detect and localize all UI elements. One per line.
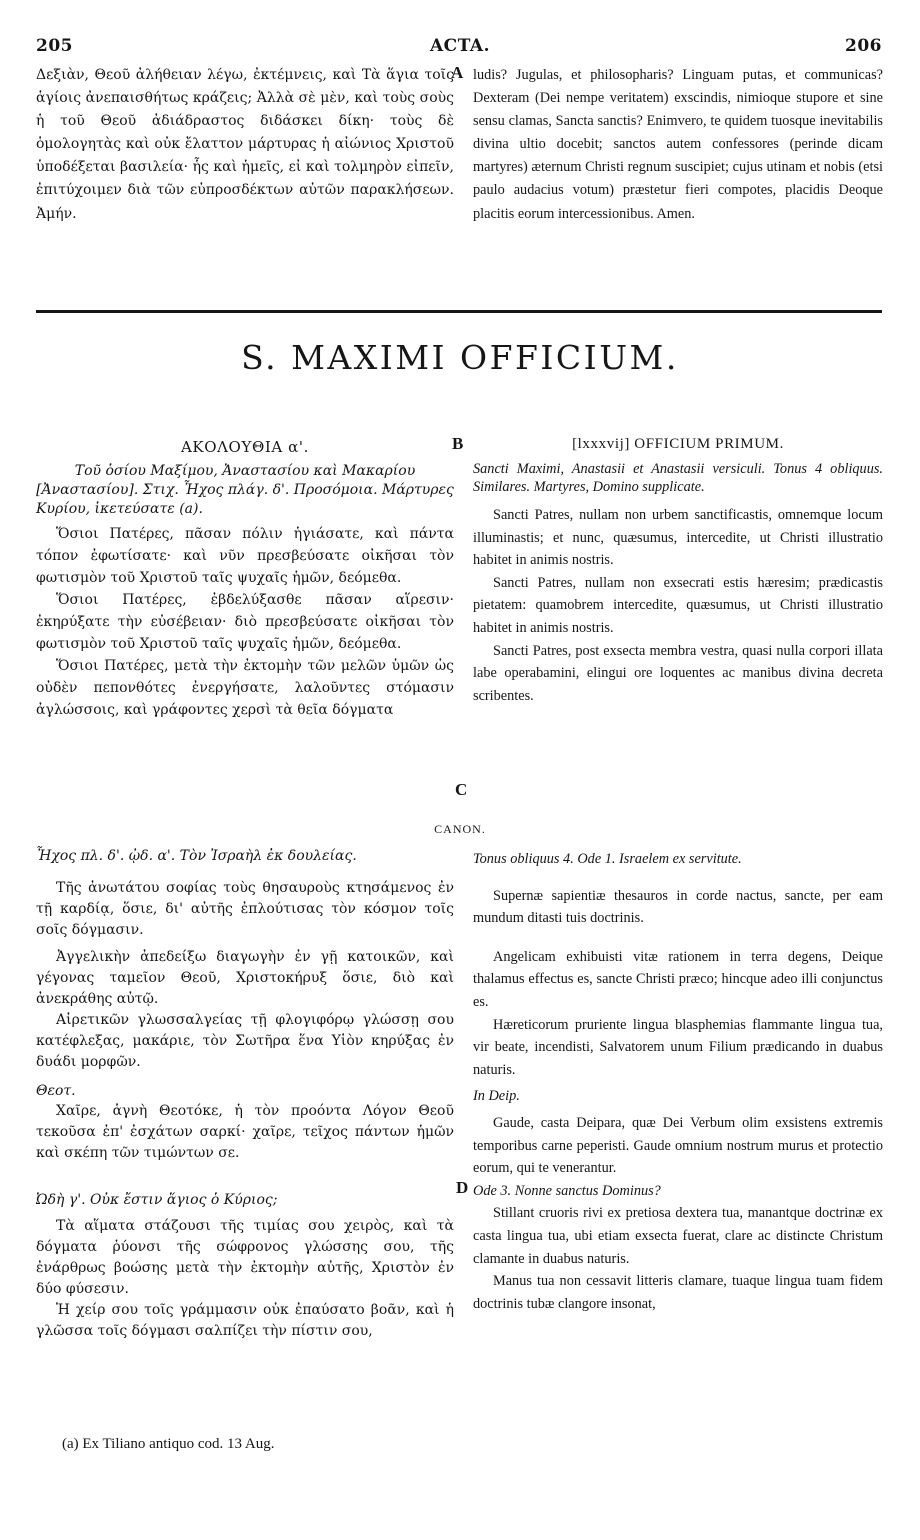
margin-letter-d: D (456, 1178, 469, 1197)
greek-continuation: Δεξιὰν, Θεοῦ ἀλήθειαν λέγω, ἐκτέμνεις, καὶ Τὰ ἅγια τοῖς ἁγίοις ἀνεπαισθήτως κράζεις; Ἀλλὰ σὲ μὲν, καὶ τοὺς σοὺς ἡ τοῦ Θεοῦ ἀδιάδραστος διδάσκει δίκη· τοὺς δὲ ὁμολογητὰς καὶ οὐκ ἔλαττον μάρτυρας ἡ αἰώνιος Χριστοῦ ὑποδέξεται βασιλεία· ἧς καὶ ἡμεῖς, εἰ καὶ τολμηρὸν εἰπεῖν, ἐπιτύχοιμεν διὰ τῶν εὐπροσδέκτων αὐτῶν παρακλήσεων. Ἀμήν. (36, 67, 454, 222)
greek-ode1-troparion-1: Τῆς ἀνωτάτου σοφίας τοὺς θησαυροὺς κτησάμενος ἐν τῇ καρδίᾳ, ὅσιε, δι' αὐτῆς ἐπλούτισας τὸν κόσμον τοῖς σοῖς δόγμασιν. (36, 880, 454, 938)
running-title: ACTA. (429, 36, 491, 56)
latin-theotokion-heading: In Deip. (473, 1088, 520, 1105)
greek-stanza-2: Ὅσιοι Πατέρες, ἐβδελύξασθε πᾶσαν αἵρεσιν· ἐκηρύξατε τὴν εὐσέβειαν· διὸ πρεσβεύσατε οἰκῆσαι τὸν φωτισμὸν τοῦ Χριστοῦ ταῖς ψυχαῖς ἡμῶν, δεόμεθα. (36, 592, 454, 652)
greek-office-heading: ΑΚΟΛΟΥΘΙΑ α'. (180, 438, 309, 456)
greek-stanza-3: Ὅσιοι Πατέρες, μετὰ τὴν ἐκτομὴν τῶν μελῶν ὑμῶν ὡς οὐδὲν πεπονθότες ἐνεργήσατε, λαλοῦντες στόμασιν ἀγλώσσοις, καὶ γράφοντες χερσὶ τὰ θεῖα δόγματα (36, 658, 454, 718)
margin-letter-a: A (451, 63, 464, 82)
greek-ode3-troparion-1: Τὰ αἵματα στάζουσι τῆς τιμίας σου χειρὸς, καὶ τὰ δόγματα ῥύονσι τῆς σώφρονος γλώσσης σου, τῆς ἐνάρθρως βοώσης μετὰ τὴν ἐκτομὴν αὐτῆς, Χριστὸν ἐν δύο φύσεσιν. (36, 1218, 454, 1297)
greek-ode3-heading: Ὠδὴ γ'. Οὐκ ἔστιν ἅγιος ὁ Κύριος; (36, 1192, 278, 1208)
latin-theotokion: Gaude, casta Deipara, quæ Dei Verbum olim exsistens extremis temporibus carne peperisti. Gaude omnium nostrum murus et protectio eorum, qui te venerantur. (473, 1114, 883, 1177)
latin-continuation: ludis? Jugulas, et philosopharis? Linguam putas, et communicas? Dexteram (Dei nempe veritatem) exscindis, nimioque stupore et sine sensu clamas, Sancta sanctis? Enimvero, te quidem tuosque inevitabilis divina ultio docebit; sanctos autem confessores (perinde dicam martyres) æternum Christi regnum suscipiet; cujus utinam et nobis (etsi paulo audacius votum) præstetur fieri compotes, placidis Deoque placitis eorum intercessionibus. Amen. (473, 67, 883, 222)
page-number-right: 206 (845, 36, 882, 56)
section-divider (36, 310, 882, 313)
margin-letter-c: C (455, 780, 468, 799)
page-title: S. MAXIMI OFFICIUM. (241, 338, 679, 377)
page-number-left: 205 (36, 36, 73, 56)
margin-letter-b: B (452, 434, 464, 453)
latin-office-subtitle: Sancti Maximi, Anastasii et Anastasii versiculi. Tonus 4 obliquus. Similares. Martyres, Domino supplicate. (473, 461, 883, 495)
greek-ode3-troparion-2: Ἡ χείρ σου τοῖς γράμμασιν οὐκ ἐπαύσατο βοᾶν, καὶ ἡ γλῶσσα τοῖς δόγμασι σαλπίζει τὴν πίστιν σου, (36, 1302, 454, 1339)
latin-ode1-troparion-2: Angelicam exhibuisti vitæ rationem in terra degens, Deique thalamus effectus es, sancte Christi præco; hincque adeo illi conjunctus es. (473, 948, 883, 1010)
greek-ode1-troparion-3: Αἱρετικῶν γλωσσαλγείας τῇ φλογιφόρῳ γλώσσῃ σου κατέφλεξας, μακάριε, τὸν Σωτῆρα ἕνα Υἱὸν κηρύξας ἐν δυάδι μορφῶν. (36, 1012, 454, 1070)
greek-theotokion-heading: Θεοτ. (36, 1083, 76, 1099)
latin-ode3-troparion-1: Stillant cruoris rivi ex pretiosa dextera tua, manantque doctrinæ ex casta lingua tua, ubi etiam exsecta fuerat, clare ac distincte Christum clamante in duabus naturis. (473, 1205, 883, 1267)
greek-theotokion: Χαῖρε, ἁγνὴ Θεοτόκε, ἡ τὸν προόντα Λόγον Θεοῦ τεκοῦσα ἐπ' ἐσχάτων σαρκί· χαῖρε, τεῖχος πάντων ἡμῶν καὶ σκέπη τῶν τιμώντων σε. (36, 1103, 454, 1161)
greek-ode1-heading: Ἦχος πλ. δ'. ᾠδ. α'. Τὸν Ἰσραὴλ ἐκ δουλείας. (36, 848, 357, 864)
greek-office-subtitle: Τοῦ ὁσίου Μαξίμου, Ἀναστασίου καὶ Μακαρίου [Ἀναστασίου]. Στιχ. Ἦχος πλάγ. δ'. Προσόμοια. Μάρτυρες Κυρίου, ἱκετεύσατε (a). (36, 463, 454, 517)
greek-stanza-1: Ὅσιοι Πατέρες, πᾶσαν πόλιν ἡγιάσατε, καὶ πάντα τόπον ἐφωτίσατε· καὶ νῦν πρεσβεύσατε οἰκῆσαι τὸν φωτισμὸν τοῦ Χριστοῦ ταῖς ψυχαῖς ἡμῶν, δεόμεθα. (36, 526, 454, 586)
latin-stanza-1: Sancti Patres, nullam non urbem sanctificastis, omnemque locum illuminastis; et nunc, quæsumus, intercedite, ut Christi illustratio habitet in animis nostris. (473, 507, 883, 569)
latin-ode1-heading: Tonus obliquus 4. Ode 1. Israelem ex servitute. (473, 851, 742, 867)
latin-office-heading: [lxxxvij] OFFICIUM PRIMUM. (572, 436, 784, 452)
footnote: (a) Ex Tiliano antiquo cod. 13 Aug. (62, 1436, 275, 1452)
latin-ode1-troparion-1: Supernæ sapientiæ thesauros in corde nactus, sancte, per eam mundum ditasti tuis doctrinis. (473, 887, 883, 927)
canon-label: CANON. (434, 822, 486, 836)
latin-ode3-troparion-2: Manus tua non cessavit litteris clamare, tuaque lingua tuam fidem doctrinis tubæ clangore insonat, (473, 1273, 883, 1312)
latin-ode3-heading: Ode 3. Nonne sanctus Dominus? (473, 1182, 661, 1199)
latin-stanza-2: Sancti Patres, nullam non exsecrati estis hæresim; prædicastis pietatem: quamobrem intercedite, quæsumus, ut Christi illustratio habitet in animis nostris. (473, 574, 883, 636)
latin-stanza-3: Sancti Patres, post exsecta membra vestra, quasi nulla corpori illata labe operabamini, elingui ore loquentes ac manibus divina decreta scribentes. (473, 642, 883, 704)
latin-ode1-troparion-3: Hæreticorum pruriente lingua blasphemias flammante lingua tua, vir beate, incendisti, Salvatorem unum Filium prædicando in duabus naturis. (473, 1016, 883, 1078)
greek-ode1-troparion-2: Ἀγγελικὴν ἀπεδείξω διαγωγὴν ἐν γῇ κατοικῶν, καὶ γέγονας ταμεῖον Θεοῦ, Χριστοκήρυξ ὅσιε, διὸ καὶ ἀνεκράθης αὐτῷ. (36, 949, 454, 1007)
